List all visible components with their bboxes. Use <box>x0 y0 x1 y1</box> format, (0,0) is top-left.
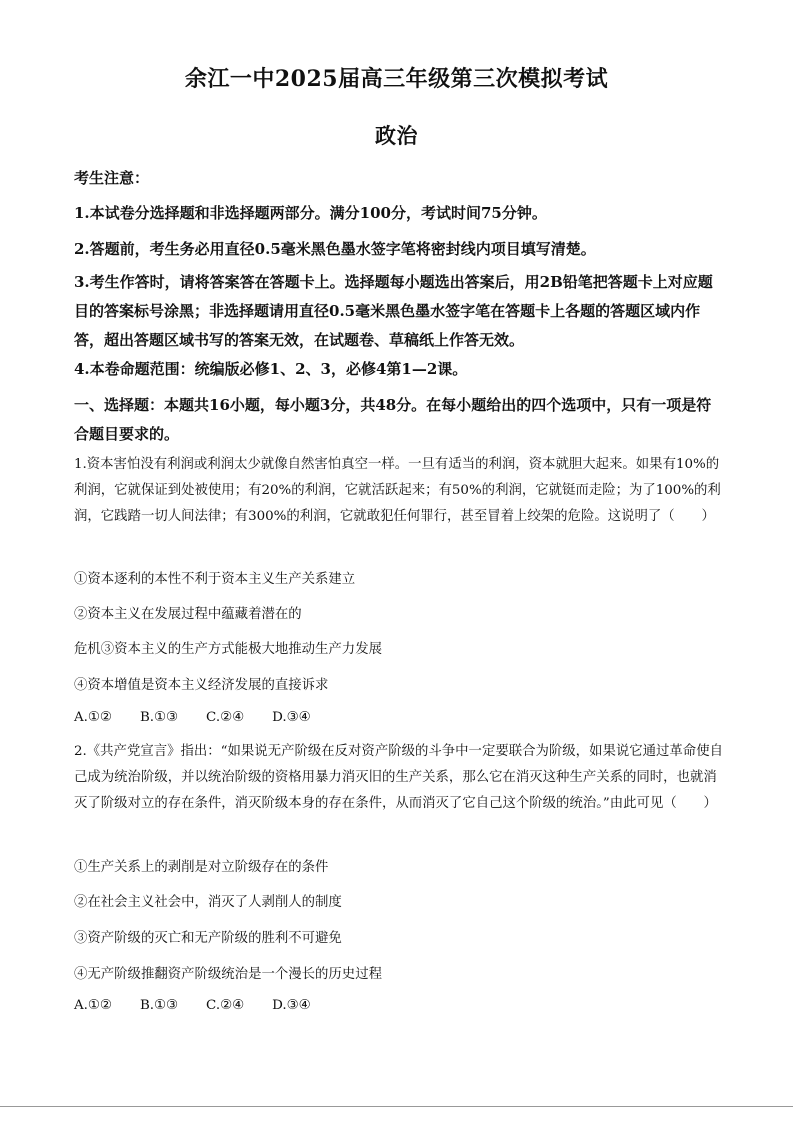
subject-title: 政治 <box>375 123 418 148</box>
question-2-item-2: ②在社会主义社会中，消灭了人剥削人的制度 <box>74 895 342 910</box>
option-c[interactable]: C.②④ <box>206 710 245 725</box>
page-divider <box>0 1106 793 1107</box>
notice-item-3: 3.考生作答时，请将答案答在答题卡上。选择题每小题选出答案后，用2B铅笔把答题卡上对应题目的答案标号涂黑；非选择题请用直径0.5毫米黑色墨水签字笔在答题卡上各题的答题区域内作答，超出答题区域书写的答案无效，在试题卷、草稿纸上作答无效。 <box>74 273 713 349</box>
question-2-stem: 2.《共产党宣言》指出：“如果说无产阶级在反对资产阶级的斗争中一定要联合为阶级，如果说它通过革命使自己成为统治阶级，并以统治阶级的资格用暴力消灭旧的生产关系，那么它在消灭这种生产关系的同时，也就消灭了阶级对立的存在条件，消灭阶级本身的存在条件，从而消灭了它自己这个阶级的统治。”由此可见（ ） <box>74 744 723 811</box>
notice-heading: 考生注意： <box>74 169 150 187</box>
option-a[interactable]: A.①② <box>74 998 112 1013</box>
question-2-options <box>74 998 339 1013</box>
notice-item-1: 1.本试卷分选择题和非选择题两部分。满分100分，考试时间75分钟。 <box>74 204 547 222</box>
notice-item-4: 4.本卷命题范围：统编版必修1、2、3，必修4第1—2课。 <box>74 360 468 378</box>
option-b[interactable]: B.①③ <box>139 998 179 1013</box>
question-1-options <box>74 710 339 725</box>
option-b[interactable]: B.①③ <box>139 710 179 725</box>
question-2-item-4: ④无产阶级推翻资产阶级统治是一个漫长的历史过程 <box>74 967 382 982</box>
question-1-item-1: ①资本逐利的本性不利于资本主义生产关系建立 <box>74 572 356 587</box>
question-1-item-2: ②资本主义在发展过程中蕴藏着潜在的 <box>74 607 302 622</box>
question-1-item-3: 危机③资本主义的生产方式能极大地推动生产力发展 <box>74 642 382 657</box>
option-c[interactable]: C.②④ <box>206 998 245 1013</box>
option-d[interactable]: D.③④ <box>272 998 311 1013</box>
notice-item-2: 2.答题前，考生务必用直径0.5毫米黑色墨水签字笔将密封线内项目填写清楚。 <box>74 240 596 258</box>
question-1-item-4: ④资本增值是资本主义经济发展的直接诉求 <box>74 678 329 693</box>
exam-title: 余江一中2025届高三年级第三次模拟考试 <box>184 66 609 92</box>
question-2-item-1: ①生产关系上的剥削是对立阶级存在的条件 <box>74 860 329 875</box>
section-heading: 一、选择题：本题共16小题，每小题3分，共48分。在每小题给出的四个选项中，只有一项是符合题目要求的。 <box>74 396 712 443</box>
question-1-stem: 1.资本害怕没有利润或利润太少就像自然害怕真空一样。一旦有适当的利润，资本就胆大起来。如果有10%的利润，它就保证到处被使用；有20%的利润，它就活跃起来；有50%的利润，它就铤而走险；为了100%的利润，它践踏一切人间法律；有300%的利润，它就敢犯任何罪行，甚至冒着上绞架的危险。这说明了（ ） <box>74 457 721 524</box>
option-a[interactable]: A.①② <box>74 710 112 725</box>
question-2-item-3: ③资产阶级的灭亡和无产阶级的胜利不可避免 <box>74 931 342 946</box>
option-d[interactable]: D.③④ <box>272 710 311 725</box>
